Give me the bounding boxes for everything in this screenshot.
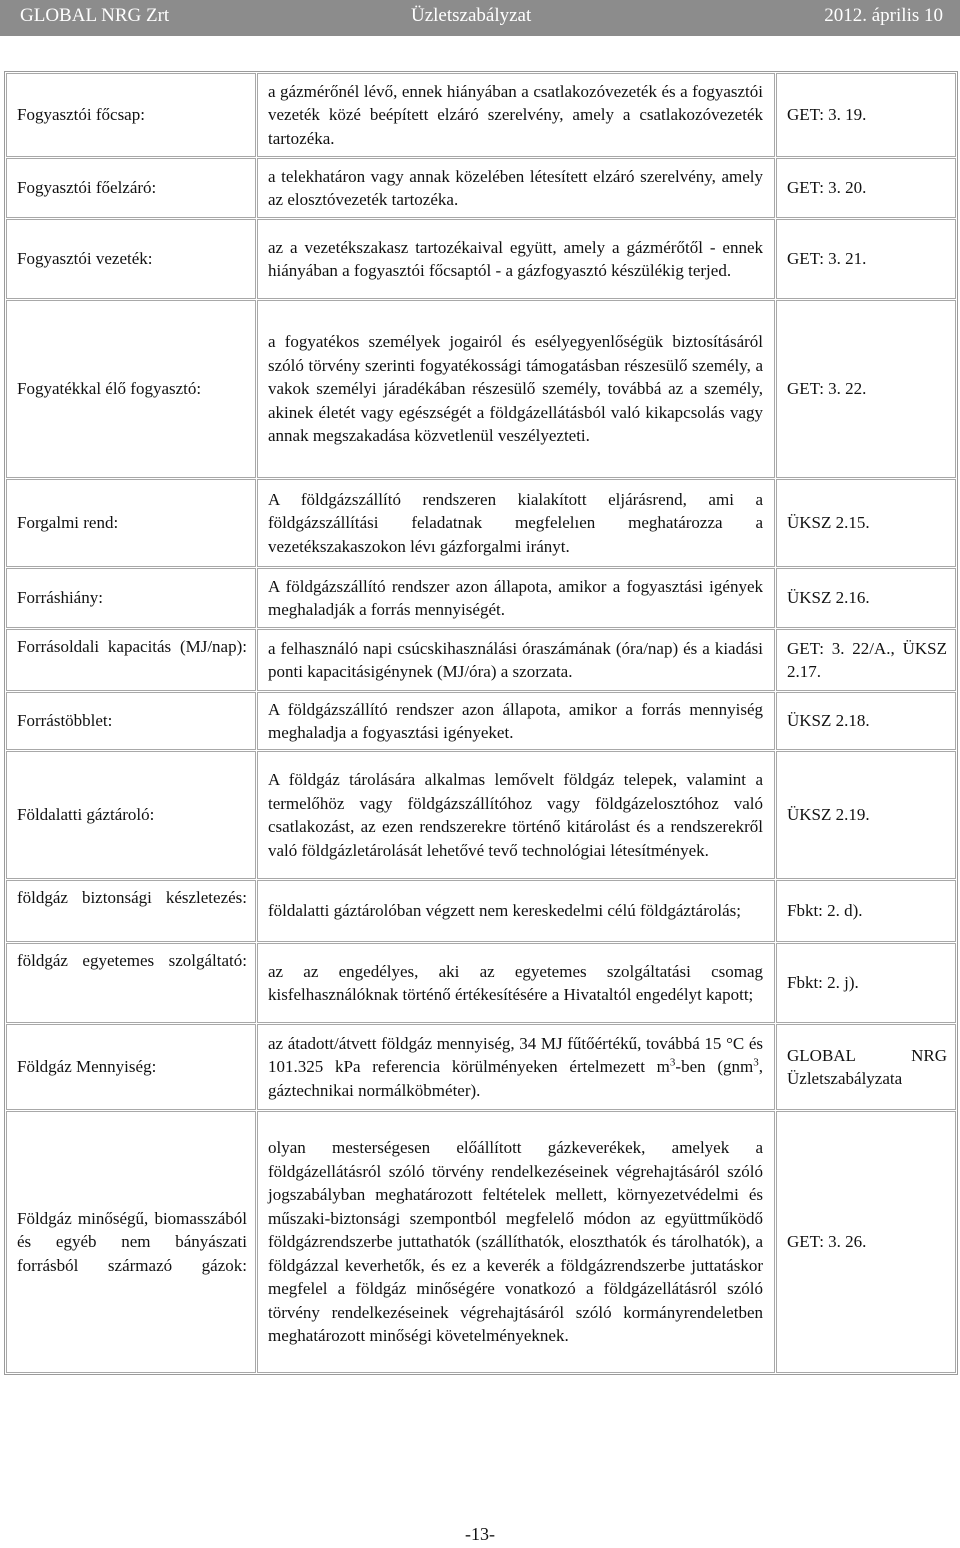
reference-cell: GET: 3. 20. — [776, 158, 956, 218]
term-cell — [6, 880, 256, 942]
superscript: 3 — [753, 1056, 759, 1069]
reference-cell: ÜKSZ 2.16. — [776, 568, 956, 628]
term-cell: Forrástöbblet: — [6, 692, 256, 750]
table-row — [6, 943, 956, 1023]
table-row — [6, 692, 956, 750]
reference-cell: GET: 3. 19. — [776, 73, 956, 157]
table-row — [6, 73, 956, 157]
definition-cell: a gázmérőnél lévő, ennek hiányában a csatlakozóvezeték és a fogyasztói vezeték közé beépített elzáró szerelvény, amely a csatlakozóvezeték tartozéka. — [257, 73, 775, 157]
header-company: GLOBAL NRG Zrt — [20, 5, 170, 26]
term-text: Forrásoldali kapacitás (MJ/nap): — [17, 637, 247, 656]
table-row — [6, 629, 956, 691]
page-header — [0, 0, 960, 36]
reference-cell: ÜKSZ 2.19. — [776, 751, 956, 879]
reference-cell: GET: 3. 26. — [776, 1111, 956, 1373]
table-row — [6, 880, 956, 942]
reference-cell: Fbkt: 2. j). — [776, 943, 956, 1023]
term-cell: Forgalmi rend: — [6, 479, 256, 567]
definitions-table — [4, 71, 958, 1375]
table-row — [6, 751, 956, 879]
definition-cell: a felhasználó napi csúcskihasználási óraszámának (óra/nap) és a kiadási ponti kapacitásigénynek (MJ/óra) a szorzata. — [257, 629, 775, 691]
term-cell: Fogyasztói főelzáró: — [6, 158, 256, 218]
table-row — [6, 158, 956, 218]
definition-cell: A földgázszállító rendszer azon állapota, amikor a forrás mennyiség meghaladja a fogyasztási igényeket. — [257, 692, 775, 750]
term-cell: Forráshiány: — [6, 568, 256, 628]
term-cell — [6, 629, 256, 691]
definition-cell: A földgáz tárolására alkalmas lemővelt földgáz telepek, valamint a termelőhöz vagy földgázszállítóhoz vagy földgázelosztóhoz való csatlakozást, az ezen rendszerekre történő kitárolást és a rendszerekről való földgázletárolását lehetővé tevő technológiai létesítmények. — [257, 751, 775, 879]
reference-text: GLOBAL NRG Üzletszabályzata — [787, 1045, 947, 1088]
term-cell: Földalatti gáztároló: — [6, 751, 256, 879]
reference-cell: GET: 3. 21. — [776, 219, 956, 299]
table-row — [6, 300, 956, 478]
header-date: 2012. április 10 — [824, 5, 943, 26]
definition-text: -ben (gnm — [675, 1057, 754, 1077]
term-text: földgáz egyetemes szolgáltató: — [17, 951, 247, 970]
table-row — [6, 1024, 956, 1110]
table-row — [6, 219, 956, 299]
definition-cell: az a vezetékszakasz tartozékaival együtt, amely a gázmérőtől - ennek hiányában a fogyasztói főcsaptól - a gázfogyasztó készülékig terjed. — [257, 219, 775, 299]
reference-cell: ÜKSZ 2.15. — [776, 479, 956, 567]
term-cell: Fogyasztói vezeték: — [6, 219, 256, 299]
header-document-title: Üzletszabályzat — [411, 5, 532, 26]
reference-cell: Fbkt: 2. d). — [776, 880, 956, 942]
term-cell — [6, 943, 256, 1023]
superscript: 3 — [669, 1056, 676, 1069]
table-row — [6, 479, 956, 567]
reference-text: GET: 3. 22/A., ÜKSZ 2.17. — [787, 638, 947, 681]
definition-cell — [257, 1024, 775, 1110]
definition-cell: olyan mesterségesen előállított gázkeverékek, amelyek a földgázellátásról szóló törvény rendelkezéseinek végrehajtásáról szóló jogszabályban meghatározott feltételek mellett, környezetvédelmi és műszaki-biztonsági szempontból megfelelő módon az együttműködő földgázrendszerbe juttathatók (szállíthatók, eloszthatók és tárolhatók), a földgázzal keverhetők, és ez a keverék a földgázrendszerbe juttatáskor megfelel a földgáz minőségére vonatkozó a földgázellátásról szóló törvény rendelkezéseinek végrehajtásáról szóló kormányrendeletben meghatározott minőségi követelményeknek. — [257, 1111, 775, 1373]
definition-cell: földalatti gáztárolóban végzett nem kereskedelmi célú földgáztárolás; — [257, 880, 775, 942]
definition-cell: a fogyatékos személyek jogairól és esélyegyenlőségük biztosításáról szóló törvény szerinti fogyatékossági támogatásban részesülő személy, a vakok személyi járadékában részesülő személy, továbbá az a személy, akinek életét vagy egészségét a földgázellátásból való kikapcsolás vagy annak megszakadása közvetlenül veszélyezteti. — [257, 300, 775, 478]
term-cell: Fogyatékkal élő fogyasztó: — [6, 300, 256, 478]
table-row — [6, 568, 956, 628]
definition-text: , gáztechnikai normálköbméter). — [268, 1057, 763, 1100]
definition-text: az átadott/átvett földgáz mennyiség, 34 MJ fűtőértékű, továbbá 15 °C és 101.325 kPa referencia körülményeken értelmezett m — [268, 1033, 763, 1077]
definition-cell: a telekhatáron vagy annak közelében létesített elzáró szerelvény, amely az elosztóvezeték tartozéka. — [257, 158, 775, 218]
term-cell — [6, 1111, 256, 1373]
reference-cell — [776, 1024, 956, 1110]
term-cell: Fogyasztói főcsap: — [6, 73, 256, 157]
reference-cell — [776, 629, 956, 691]
definition-cell: A földgázszállító rendszeren kialakított eljárásrend, ami a földgázszállítási feladatnak megfelelıen meghatározza a vezetékszakaszokon lévı gázforgalmi irányt. — [257, 479, 775, 567]
definition-cell: A földgázszállító rendszer azon állapota, amikor a fogyasztási igények meghaladják a forrás mennyiségét. — [257, 568, 775, 628]
page-number: -13- — [465, 1524, 495, 1544]
table-row — [6, 1111, 956, 1373]
term-cell: Földgáz Mennyiség: — [6, 1024, 256, 1110]
reference-cell: GET: 3. 22. — [776, 300, 956, 478]
term-text: földgáz biztonsági készletezés: — [17, 888, 247, 907]
reference-cell: ÜKSZ 2.18. — [776, 692, 956, 750]
definition-cell: az az engedélyes, aki az egyetemes szolgáltatási csomag kisfelhasználóknak történő értékesítésére a Hivataltól engedélyt kapott; — [257, 943, 775, 1023]
term-text: Földgáz minőségű, biomasszából és egyéb nem bányászati forrásból származó gázok: — [17, 1208, 247, 1275]
